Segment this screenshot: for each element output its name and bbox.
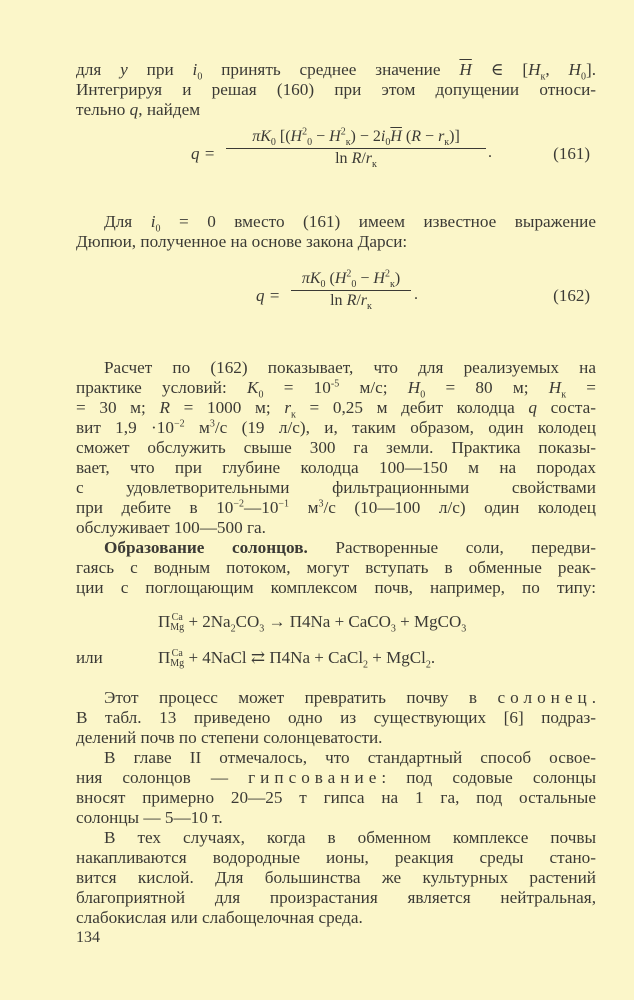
text-line: Интегрируя и решая (160) при этом допущении относи- bbox=[76, 80, 596, 99]
text-line: = 30 м; R = 1000 м; $r_к = 0,25$ м дебит колодца q соста- bbox=[76, 398, 596, 421]
reaction-2: ΠCa Mg + 4NaCl ⇄ Π4Na + CaCl$_2$ + MgCl$_2$. bbox=[158, 648, 436, 671]
text-line: обслуживает 100—500 га. bbox=[76, 518, 266, 537]
fraction: $\pi K_0$ [$(H^2_0 - H^2_к) - 2i_0\overline{H}$ $(R - r_к)$] $\ln R/r_к$ bbox=[226, 128, 486, 168]
text-line: вится кислой. Для большинства же культурных растений bbox=[76, 868, 596, 887]
text-line: В главе II отмечалось, что стандартный способ освое- bbox=[104, 748, 596, 767]
text-line: Расчет по (162) показывает, что для реализуемых на bbox=[104, 358, 596, 377]
text-line: Для $i_0 = 0$ вместо (161) имеем известное выражение bbox=[104, 212, 596, 235]
page-number: 134 bbox=[76, 929, 100, 946]
text-line: В тех случаях, когда в обменном комплексе почвы bbox=[104, 828, 596, 847]
reaction-or: или bbox=[76, 648, 103, 667]
text-line: Этот процесс может превратить почву в солонец. bbox=[104, 688, 596, 707]
equation-162: q = $\pi K_0$ $(H^2_0 - H^2_к)$ $\ln R/r_к$ . (162) bbox=[256, 268, 590, 313]
text-line: вает, что при глубине колодца 100—150 м на породах bbox=[76, 458, 596, 477]
text-line: тельно q, найдем bbox=[76, 100, 201, 119]
equation-161: q = $\pi K_0$ [$(H^2_0 - H^2_к) - 2i_0\overline{H}$ $(R - r_к)$] $\ln R/r_к$ . (161) bbox=[191, 126, 590, 171]
text-line: солонцы — 5—10 т. bbox=[76, 808, 223, 827]
equation-number: (162) bbox=[553, 286, 590, 305]
text-line: В табл. 13 приведено одно из существующих [6] подраз- bbox=[76, 708, 596, 727]
text-line: сможет обслужить свыше 300 га земли. Практика показы- bbox=[76, 438, 596, 457]
text-line: ции с поглощающим комплексом почв, например, по типу: bbox=[76, 578, 596, 597]
section-heading: Образование солонцов. bbox=[104, 538, 308, 557]
text-line: для y при $i_0$ принять среднее значение $\overline{H}$ ∈ [$H_к$, $H_0$]. bbox=[76, 60, 596, 83]
text-line: ния солонцов — гипсование: под содовые солонцы bbox=[76, 768, 596, 787]
text-line: делений почв по степени солонцеватости. bbox=[76, 728, 383, 747]
text-line: вносят примерно 20—25 т гипса на 1 га, под остальные bbox=[76, 788, 596, 807]
reaction-1: ΠCa $Mg + 2Na_2CO_3 \to \Pi 4Na$ + CaCO$_3$ + MgCO$_3$ bbox=[158, 612, 467, 635]
text-line: благоприятной для произрастания является нейтральная, bbox=[76, 888, 596, 907]
text-line: с удовлетворительными фильтрационными свойствами bbox=[76, 478, 596, 497]
text-line: слабокислая или слабощелочная среда. bbox=[76, 908, 363, 927]
fraction: $\pi K_0$ $(H^2_0 - H^2_к)$ $\ln R/r_к$ bbox=[291, 270, 411, 310]
text-line: гаясь с водным потоком, могут вступать в обменные реак- bbox=[76, 558, 596, 577]
text-line: Дюпюи, полученное на основе закона Дарси: bbox=[76, 232, 408, 251]
text-line: вит $1,9 \cdot 10^{-2}$ $м^3/с$ (19 л/с), и, таким образом, один колодец bbox=[76, 418, 596, 437]
text-line: практике условий: $K_0 = 10^{-5}$ м/с; $H_0 = 80$ м; $H_к$ = bbox=[76, 378, 596, 401]
text-line: Образование солонцов. Растворенные соли, передви- bbox=[104, 538, 596, 557]
equation-number: (161) bbox=[553, 144, 590, 163]
text-line: при дебите в $10^{-2}—10^{-1}$ $м^3/с$ (10—100 л/с) один колодец bbox=[76, 498, 596, 517]
text-line: накапливаются водородные ионы, реакция среды стано- bbox=[76, 848, 596, 867]
